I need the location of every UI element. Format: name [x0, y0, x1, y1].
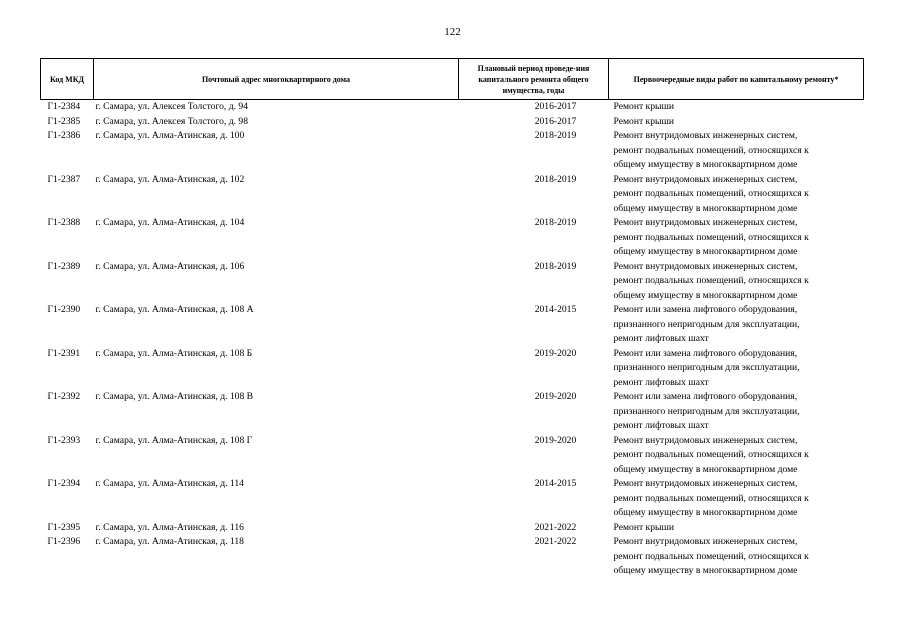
works-line: Ремонт или замена лифтового оборудования,	[613, 304, 798, 315]
works-line: общему имуществу в многоквартирном доме	[613, 202, 798, 214]
mkd-code-cell: Г1-2385	[47, 115, 81, 127]
works-line: общему имуществу в многоквартирном доме	[613, 463, 798, 475]
period-cell: 2018-2019	[534, 173, 577, 185]
works-line: Ремонт внутридомовых инженерных систем,	[613, 260, 798, 272]
address-cell: г. Самара, ул. Алма-Атинская, д. 114	[95, 478, 244, 489]
mkd-code-cell: Г1-2386	[47, 130, 81, 141]
works-line: ремонт подвальных помещений, относящихся к	[613, 231, 809, 243]
period-cell: 2018-2019	[534, 260, 577, 272]
works-line: признанного непригодным для эксплуатации,	[613, 362, 800, 373]
address-cell: г. Самара, ул. Алма-Атинская, д. 116	[95, 521, 244, 533]
address-cell: г. Самара, ул. Алма-Атинская, д. 104	[95, 217, 245, 228]
table-header	[41, 59, 864, 100]
works-line: признанного непригодным для эксплуатации,	[613, 405, 800, 417]
address-cell: г. Самара, ул. Алма-Атинская, д. 102	[95, 173, 245, 185]
works-line: Ремонт внутридомовых инженерных систем,	[613, 536, 798, 547]
address-cell: г. Самара, ул. Алма-Атинская, д. 108 А	[95, 304, 254, 315]
table-row	[41, 347, 864, 391]
address-cell: г. Самара, ул. Алма-Атинская, д. 108 В	[95, 391, 254, 402]
table-row	[41, 216, 864, 260]
mkd-code-cell: Г1-2390	[47, 304, 81, 315]
period-cell: 2016-2017	[534, 115, 577, 127]
mkd-code-cell: Г1-2395	[47, 521, 81, 533]
table-row	[41, 477, 864, 521]
header-period: Плановый период проведе-ния капитального ремонта общего имущества, годы	[459, 59, 609, 100]
table-body	[41, 100, 864, 579]
address-cell: г. Самара, ул. Алексея Толстого, д. 94	[95, 101, 249, 112]
works-cell	[609, 100, 864, 115]
mkd-code-cell: Г1-2394	[47, 478, 81, 489]
address-cell: г. Самара, ул. Алма-Атинская, д. 118	[95, 536, 244, 547]
works-line: признанного непригодным для эксплуатации,	[613, 318, 800, 330]
works-cell	[609, 347, 864, 391]
works-line: общему имуществу в многоквартирном доме	[613, 289, 798, 301]
period-cell: 2021-2022	[534, 536, 577, 547]
header-code: Код МКД	[41, 59, 94, 100]
mkd-code-cell: Г1-2391	[47, 347, 81, 359]
address-cell: г. Самара, ул. Алма-Атинская, д. 100	[95, 130, 245, 141]
works-line: ремонт подвальных помещений, относящихся к	[613, 449, 809, 460]
works-line: Ремонт или замена лифтового оборудования,	[613, 391, 798, 402]
page-number: 122	[444, 26, 461, 38]
mkd-code-cell: Г1-2392	[47, 391, 81, 402]
table-row	[41, 115, 864, 130]
period-cell: 2019-2020	[534, 347, 577, 359]
works-cell	[609, 173, 864, 217]
capital-repair-table	[40, 58, 864, 579]
table-row	[41, 129, 864, 173]
works-line: Ремонт или замена лифтового оборудования,	[613, 347, 798, 359]
period-cell: 2019-2020	[534, 391, 577, 402]
period-cell: 2021-2022	[534, 521, 577, 533]
mkd-code-cell: Г1-2393	[47, 434, 81, 446]
works-cell	[609, 216, 864, 260]
period-cell: 2019-2020	[534, 434, 577, 446]
works-cell	[609, 260, 864, 304]
address-cell: г. Самара, ул. Алма-Атинская, д. 106	[95, 260, 245, 272]
works-cell	[609, 129, 864, 173]
table-row	[41, 521, 864, 536]
works-cell	[609, 115, 864, 130]
address-cell: г. Самара, ул. Алексея Толстого, д. 98	[95, 115, 249, 127]
works-cell	[609, 477, 864, 521]
period-cell: 2018-2019	[534, 217, 577, 228]
table-row	[41, 303, 864, 347]
address-cell: г. Самара, ул. Алма-Атинская, д. 108 Г	[95, 434, 253, 446]
works-cell	[609, 535, 864, 579]
works-line: общему имуществу в многоквартирном доме	[613, 507, 798, 518]
mkd-code-cell: Г1-2384	[47, 101, 81, 112]
works-line: Ремонт крыши	[613, 115, 674, 127]
table-row	[41, 390, 864, 434]
works-line: общему имуществу в многоквартирном доме	[613, 565, 798, 576]
header-works: Первоочередные виды работ по капитальному ремонту*	[609, 59, 864, 100]
mkd-code-cell: Г1-2396	[47, 536, 81, 547]
period-cell: 2018-2019	[534, 130, 577, 141]
header-row	[41, 59, 864, 100]
works-cell	[609, 303, 864, 347]
address-cell: г. Самара, ул. Алма-Атинская, д. 108 Б	[95, 347, 253, 359]
works-line: ремонт подвальных помещений, относящихся к	[613, 144, 809, 156]
works-line: ремонт подвальных помещений, относящихся к	[613, 492, 809, 504]
capital-repair-table-container	[40, 58, 863, 579]
works-line: ремонт лифтовых шахт	[613, 376, 709, 388]
table-row	[41, 535, 864, 579]
mkd-code-cell: Г1-2387	[47, 173, 81, 185]
works-line: ремонт лифтовых шахт	[613, 333, 709, 344]
works-line: Ремонт крыши	[613, 101, 674, 112]
works-cell	[609, 390, 864, 434]
mkd-code-cell: Г1-2389	[47, 260, 81, 272]
table-row	[41, 100, 864, 115]
works-cell	[609, 521, 864, 536]
works-line: Ремонт внутридомовых инженерных систем,	[613, 130, 798, 141]
table-row	[41, 260, 864, 304]
period-cell: 2014-2015	[534, 478, 577, 489]
works-line: ремонт подвальных помещений, относящихся к	[613, 550, 809, 562]
works-line: ремонт лифтовых шахт	[613, 420, 709, 431]
period-cell: 2014-2015	[534, 304, 577, 315]
works-line: ремонт подвальных помещений, относящихся к	[613, 275, 809, 286]
header-address: Почтовый адрес многоквартирного дома	[94, 59, 459, 100]
period-cell: 2016-2017	[534, 101, 577, 112]
works-line: Ремонт крыши	[613, 521, 674, 533]
works-line: ремонт подвальных помещений, относящихся к	[613, 188, 809, 199]
works-line: общему имуществу в многоквартирном доме	[613, 246, 798, 257]
table-row	[41, 173, 864, 217]
works-line: Ремонт внутридомовых инженерных систем,	[613, 434, 798, 446]
works-line: Ремонт внутридомовых инженерных систем,	[613, 217, 798, 228]
works-cell	[609, 434, 864, 478]
works-line: Ремонт внутридомовых инженерных систем,	[613, 478, 798, 489]
table-row	[41, 434, 864, 478]
mkd-code-cell: Г1-2388	[47, 217, 81, 228]
works-line: общему имуществу в многоквартирном доме	[613, 159, 798, 170]
works-line: Ремонт внутридомовых инженерных систем,	[613, 173, 798, 185]
